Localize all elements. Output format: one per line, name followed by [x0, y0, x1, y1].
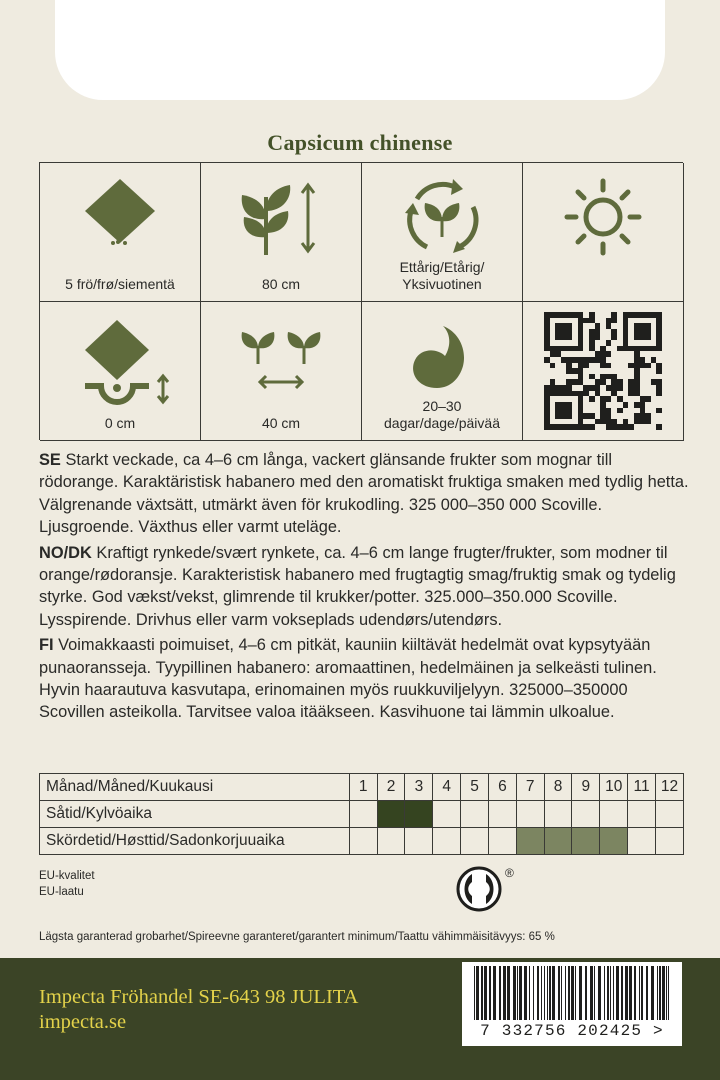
- lang-code-se: SE: [39, 451, 61, 469]
- cell-height: [201, 163, 362, 302]
- description-fi: [39, 634, 689, 724]
- cell-qr: [523, 302, 684, 441]
- description-fi-text: Voimakkaasti poimuiset, 4–6 cm pitkät, kauniin kiiltävät hedelmät ovat kypsytyään punaoranssejа. Tyypillinen habanero: aromaattinen, hedelmäinen ja selkeästi tulinen. Hyvin haarautuva kasvutapa, erinomainen myös ruukkuviljelyyn. 325000–350000 Scovillen asteikolla. Tarvitsee valoa itääkseen. Kasvihuone tai lämmin ulkoalue.: [39, 636, 657, 722]
- sowing-cell-1: [349, 801, 377, 828]
- month-10: 10: [600, 774, 628, 801]
- registered-mark: ®: [505, 866, 514, 880]
- sowing-label: Såtid/Kylvöaika: [40, 801, 350, 828]
- harvest-label: Skördetid/Høsttid/Sadonkorjuuaika: [40, 828, 350, 855]
- seeds-caption: 5 frö/frø/siementä: [65, 276, 175, 292]
- annual-caption: [362, 259, 522, 293]
- germination-guarantee: Lägsta garanterad grobarhet/Spireevne garanteret/garantert minimum/Taattu vähimmäisitävyys: 65 %: [39, 931, 555, 943]
- annual-caption-line1: Ettårig/Etårig/: [399, 259, 485, 275]
- month-11: 11: [628, 774, 656, 801]
- hang-hole: [55, 0, 665, 100]
- harvest-cell-3: [405, 828, 433, 855]
- harvest-cell-12: [656, 828, 684, 855]
- harvest-cell-10: [600, 828, 628, 855]
- cell-sun: [523, 163, 684, 302]
- harvest-cell-5: [461, 828, 489, 855]
- lang-code-no-dk: NO/DK: [39, 543, 92, 562]
- sowing-cell-3: [405, 801, 433, 828]
- company-info: [39, 985, 358, 1035]
- eu-quality-line1: EU-kvalitet: [39, 870, 95, 882]
- sowing-cell-8: [544, 801, 572, 828]
- calendar-sowing-row: [40, 801, 684, 828]
- month-4: 4: [433, 774, 461, 801]
- sowing-cell-11: [628, 801, 656, 828]
- harvest-cell-1: [349, 828, 377, 855]
- height-caption: 80 cm: [261, 276, 301, 292]
- description-block: [39, 449, 689, 727]
- sowing-cell-9: [572, 801, 600, 828]
- month-2: 2: [377, 774, 405, 801]
- lang-code-fi: FI: [39, 636, 54, 655]
- harvest-cell-2: [377, 828, 405, 855]
- harvest-cell-9: [572, 828, 600, 855]
- sowing-cell-7: [516, 801, 544, 828]
- barcode: [462, 962, 682, 1046]
- latin-name: Capsicum chinense: [267, 130, 453, 155]
- sowing-cell-5: [461, 801, 489, 828]
- seed-packet-icon: [75, 177, 165, 257]
- germination-caption: [362, 398, 522, 432]
- month-7: 7: [516, 774, 544, 801]
- month-5: 5: [461, 774, 489, 801]
- month-label: Månad/Måned/Kuukausi: [40, 774, 350, 801]
- description-no-dk-text: Kraftigt rynkede/svært rynkete, ca. 4–6 cm lange frugter/frukter, som modner til orange/rødoransje. Karakteristisk habanero med frugtagtig smag/fruktig smak og tydelig styrke. God vækst/vekst, glimrende til krukker/potter. 325.000–350.000 Scoville. Lysspirende. Drivhus eller varm vokseplads udendørs/utendørs.: [39, 543, 676, 629]
- qr-code-icon[interactable]: [544, 312, 662, 430]
- month-6: 6: [488, 774, 516, 801]
- month-9: 9: [572, 774, 600, 801]
- icon-grid: [39, 162, 683, 440]
- plant-height-icon: [236, 177, 326, 257]
- harvest-cell-7: [516, 828, 544, 855]
- depth-caption: 0 cm: [104, 415, 136, 431]
- harvest-cell-4: [433, 828, 461, 855]
- calendar-harvest-row: [40, 828, 684, 855]
- sowing-calendar: [39, 773, 684, 855]
- eu-quality: [39, 868, 95, 900]
- sowing-cell-4: [433, 801, 461, 828]
- sun-icon: [558, 177, 648, 257]
- annual-caption-line2: Yksivuotinen: [402, 276, 482, 292]
- month-1: 1: [349, 774, 377, 801]
- description-se: [39, 449, 689, 539]
- description-se-text: Starkt veckade, ca 4–6 cm långa, vackert glänsande frukter som mognar till rödorange. Karaktäristisk habanero med den aromatiskt fruktiga smaken med tydlig hetta. Välgrenande växtsätt, utmärkt även för krukodling. 325 000–350 000 Scoville. Ljusgroende. Växthus eller varmt uteläge.: [39, 451, 689, 537]
- germination-caption-line1: 20–30: [422, 398, 462, 414]
- harvest-cell-11: [628, 828, 656, 855]
- cell-seeds: [40, 163, 201, 302]
- company-address: Impecta Fröhandel SE-643 98 JULITA: [39, 986, 359, 1008]
- annual-cycle-icon: [397, 177, 487, 257]
- sowing-cell-6: [488, 801, 516, 828]
- plant-spacing-icon: [236, 316, 326, 396]
- spacing-caption: 40 cm: [261, 415, 301, 431]
- month-3: 3: [405, 774, 433, 801]
- month-8: 8: [544, 774, 572, 801]
- germination-caption-line2: dagar/dage/päivää: [384, 415, 500, 431]
- sowing-depth-icon: [65, 316, 175, 406]
- eu-quality-line2: EU-laatu: [39, 886, 84, 898]
- cell-annual: [362, 163, 523, 302]
- sowing-cell-10: [600, 801, 628, 828]
- cell-depth: [40, 302, 201, 441]
- cell-germination: [362, 302, 523, 441]
- barcode-bars: [466, 966, 678, 1024]
- month-12: 12: [656, 774, 684, 801]
- description-no-dk: [39, 542, 689, 632]
- sowing-cell-12: [656, 801, 684, 828]
- calendar-month-row: [40, 774, 684, 801]
- cell-spacing: [201, 302, 362, 441]
- sowing-cell-2: [377, 801, 405, 828]
- harvest-cell-6: [488, 828, 516, 855]
- barcode-number: 7 332756 202425 >: [480, 1022, 664, 1040]
- germination-icon: [397, 316, 487, 396]
- harvest-cell-8: [544, 828, 572, 855]
- green-dot-recycle-icon: [456, 866, 502, 912]
- company-website[interactable]: impecta.se: [39, 1011, 127, 1033]
